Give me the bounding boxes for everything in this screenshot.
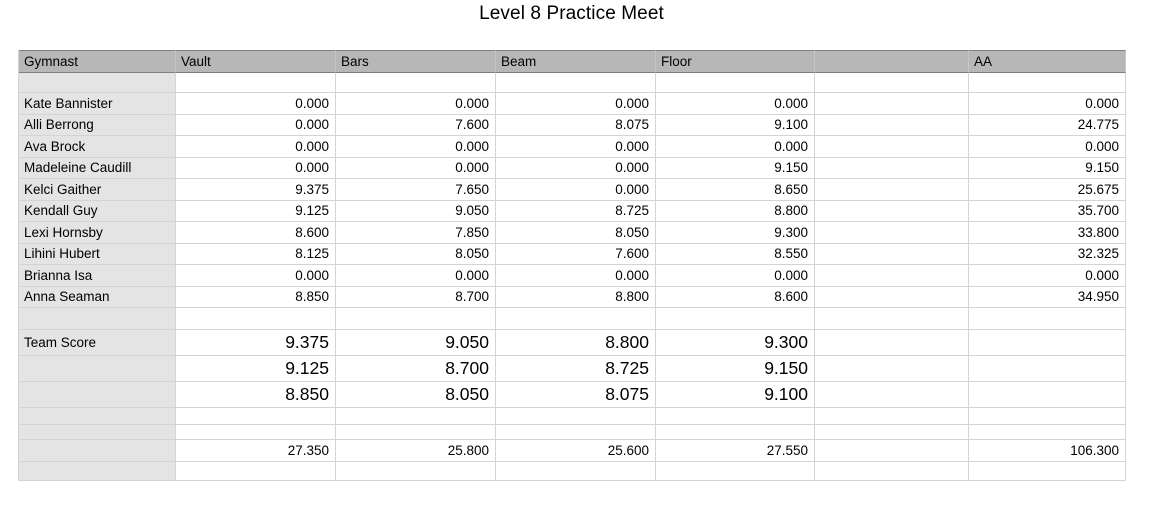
score-cell-aa: 32.325: [969, 244, 1126, 266]
gymnast-name: Anna Seaman: [19, 287, 176, 309]
score-cell-aa: 25.675: [969, 179, 1126, 201]
gymnast-row: [19, 244, 1127, 266]
blank-row-cell: [336, 73, 496, 93]
blank-row-cell: [656, 425, 815, 440]
score-table: [18, 50, 1127, 481]
blank-row-cell: [969, 408, 1126, 425]
empty-cell: [815, 287, 969, 309]
score-cell-floor: 8.800: [656, 201, 815, 223]
gymnast-row: [19, 93, 1127, 115]
score-cell-vault: 0.000: [176, 265, 336, 287]
total-cell-bars: 25.800: [336, 440, 496, 462]
gymnast-name: Alli Berrong: [19, 115, 176, 137]
score-cell-bars: 8.050: [336, 244, 496, 266]
score-cell-beam: 8.800: [496, 287, 656, 309]
score-cell-aa: 0.000: [969, 93, 1126, 115]
gymnast-name: Madeleine Caudill: [19, 158, 176, 180]
score-cell-beam: 0.000: [496, 179, 656, 201]
score-cell-beam: 8.075: [496, 115, 656, 137]
team-score-cell-vault: 9.375: [176, 330, 336, 356]
score-cell-floor: 9.150: [656, 158, 815, 180]
score-cell-floor: 0.000: [656, 136, 815, 158]
column-header-gymnast: Gymnast: [19, 50, 176, 73]
score-cell-aa: 34.950: [969, 287, 1126, 309]
gymnast-row: [19, 222, 1127, 244]
gymnast-row: [19, 115, 1127, 137]
score-cell-aa: 0.000: [969, 136, 1126, 158]
empty-cell: [815, 136, 969, 158]
score-cell-floor: 0.000: [656, 93, 815, 115]
team-score-cell-beam: 8.075: [496, 382, 656, 408]
team-score-cell-bars: 8.700: [336, 356, 496, 382]
gymnast-name: Brianna Isa: [19, 265, 176, 287]
empty-cell: [815, 244, 969, 266]
empty-cell: [969, 382, 1126, 408]
blank-row-cell: [969, 425, 1126, 440]
blank-row-cell: [815, 308, 969, 330]
team-score-row: [19, 356, 1127, 382]
team-score-row: [19, 382, 1127, 408]
empty-cell: [969, 330, 1126, 356]
gymnast-row: [19, 201, 1127, 223]
empty-cell: [815, 201, 969, 223]
score-cell-aa: 35.700: [969, 201, 1126, 223]
score-cell-beam: 0.000: [496, 93, 656, 115]
blank-row-cell: [496, 308, 656, 330]
score-cell-beam: 0.000: [496, 136, 656, 158]
blank-row-cell: [815, 462, 969, 481]
empty-cell: [815, 356, 969, 382]
team-score-label: [19, 382, 176, 408]
blank-row-cell: [656, 308, 815, 330]
blank-row-cell: [336, 308, 496, 330]
empty-cell: [815, 382, 969, 408]
team-score-cell-floor: 9.100: [656, 382, 815, 408]
blank-row-cell: [176, 308, 336, 330]
gymnast-name: Lihini Hubert: [19, 244, 176, 266]
empty-cell: [815, 440, 969, 462]
column-header-vault: Vault: [176, 50, 336, 73]
score-cell-bars: 0.000: [336, 93, 496, 115]
score-cell-bars: 8.700: [336, 287, 496, 309]
blank-row-cell: [969, 73, 1126, 93]
gymnast-row: [19, 136, 1127, 158]
score-cell-aa: 24.775: [969, 115, 1126, 137]
total-cell-floor: 27.550: [656, 440, 815, 462]
team-score-cell-floor: 9.300: [656, 330, 815, 356]
score-cell-floor: 9.300: [656, 222, 815, 244]
blank-row-cell: [969, 308, 1126, 330]
gymnast-name: Kendall Guy: [19, 201, 176, 223]
score-cell-beam: 8.050: [496, 222, 656, 244]
empty-cell: [815, 93, 969, 115]
blank-row-cell: [176, 73, 336, 93]
empty-cell: [969, 356, 1126, 382]
blank-row-cell: [656, 73, 815, 93]
blank-row-cell: [969, 462, 1126, 481]
gymnast-row: [19, 287, 1127, 309]
page-title: Level 8 Practice Meet: [479, 3, 664, 24]
score-cell-aa: 9.150: [969, 158, 1126, 180]
blank-row: [19, 462, 1127, 481]
team-score-cell-floor: 9.150: [656, 356, 815, 382]
row-label-cell: [19, 308, 176, 330]
score-cell-bars: 9.050: [336, 201, 496, 223]
team-score-cell-vault: 9.125: [176, 356, 336, 382]
score-cell-vault: 0.000: [176, 115, 336, 137]
blank-row-cell: [336, 408, 496, 425]
score-cell-aa: 0.000: [969, 265, 1126, 287]
row-label-cell: [19, 73, 176, 93]
blank-row-cell: [815, 408, 969, 425]
score-cell-bars: 0.000: [336, 265, 496, 287]
column-header-beam: Beam: [496, 50, 656, 73]
empty-cell: [815, 158, 969, 180]
score-cell-vault: 9.125: [176, 201, 336, 223]
score-cell-vault: 8.125: [176, 244, 336, 266]
score-cell-vault: 0.000: [176, 136, 336, 158]
gymnast-name: Lexi Hornsby: [19, 222, 176, 244]
totals-row: [19, 440, 1127, 462]
blank-row-cell: [656, 462, 815, 481]
blank-row: [19, 73, 1127, 93]
empty-cell: [815, 115, 969, 137]
blank-row-cell: [176, 462, 336, 481]
blank-row-cell: [496, 462, 656, 481]
score-cell-bars: 7.650: [336, 179, 496, 201]
blank-row: [19, 308, 1127, 330]
team-score-label: Team Score: [19, 330, 176, 356]
gymnast-row: [19, 265, 1127, 287]
gymnast-row: [19, 158, 1127, 180]
gymnast-name: Kate Bannister: [19, 93, 176, 115]
row-label-cell: [19, 462, 176, 481]
column-header-blank: [815, 50, 969, 73]
score-cell-vault: 0.000: [176, 93, 336, 115]
blank-row: [19, 408, 1127, 425]
gymnast-name: Ava Brock: [19, 136, 176, 158]
blank-row-cell: [496, 425, 656, 440]
empty-cell: [815, 265, 969, 287]
blank-row-cell: [815, 73, 969, 93]
blank-row-cell: [496, 73, 656, 93]
total-cell-beam: 25.600: [496, 440, 656, 462]
blank-row-cell: [176, 425, 336, 440]
column-header-aa: AA: [969, 50, 1126, 73]
total-cell-vault: 27.350: [176, 440, 336, 462]
score-cell-floor: 8.550: [656, 244, 815, 266]
score-cell-beam: 8.725: [496, 201, 656, 223]
score-cell-vault: 0.000: [176, 158, 336, 180]
score-cell-beam: 0.000: [496, 265, 656, 287]
totals-label-cell: [19, 440, 176, 462]
empty-cell: [815, 222, 969, 244]
score-cell-bars: 7.850: [336, 222, 496, 244]
blank-row-cell: [336, 425, 496, 440]
score-cell-floor: 9.100: [656, 115, 815, 137]
score-cell-bars: 0.000: [336, 136, 496, 158]
gymnast-name: Kelci Gaither: [19, 179, 176, 201]
score-cell-aa: 33.800: [969, 222, 1126, 244]
score-cell-beam: 0.000: [496, 158, 656, 180]
team-score-cell-vault: 8.850: [176, 382, 336, 408]
total-cell-aa: 106.300: [969, 440, 1126, 462]
blank-row-cell: [656, 408, 815, 425]
score-cell-vault: 8.600: [176, 222, 336, 244]
column-header-floor: Floor: [656, 50, 815, 73]
team-score-row: [19, 330, 1127, 356]
blank-row-cell: [336, 462, 496, 481]
blank-row-cell: [176, 408, 336, 425]
team-score-label: [19, 356, 176, 382]
empty-cell: [815, 179, 969, 201]
blank-row-cell: [815, 425, 969, 440]
score-cell-bars: 7.600: [336, 115, 496, 137]
team-score-cell-bars: 9.050: [336, 330, 496, 356]
blank-row-cell: [496, 408, 656, 425]
row-label-cell: [19, 408, 176, 425]
gymnast-row: [19, 179, 1127, 201]
team-score-cell-beam: 8.725: [496, 356, 656, 382]
header-row: [19, 50, 1127, 73]
blank-row: [19, 425, 1127, 440]
score-cell-vault: 8.850: [176, 287, 336, 309]
row-label-cell: [19, 425, 176, 440]
score-cell-floor: 8.650: [656, 179, 815, 201]
score-cell-beam: 7.600: [496, 244, 656, 266]
team-score-cell-beam: 8.800: [496, 330, 656, 356]
score-cell-bars: 0.000: [336, 158, 496, 180]
empty-cell: [815, 330, 969, 356]
score-cell-floor: 0.000: [656, 265, 815, 287]
team-score-cell-bars: 8.050: [336, 382, 496, 408]
score-cell-floor: 8.600: [656, 287, 815, 309]
score-cell-vault: 9.375: [176, 179, 336, 201]
column-header-bars: Bars: [336, 50, 496, 73]
